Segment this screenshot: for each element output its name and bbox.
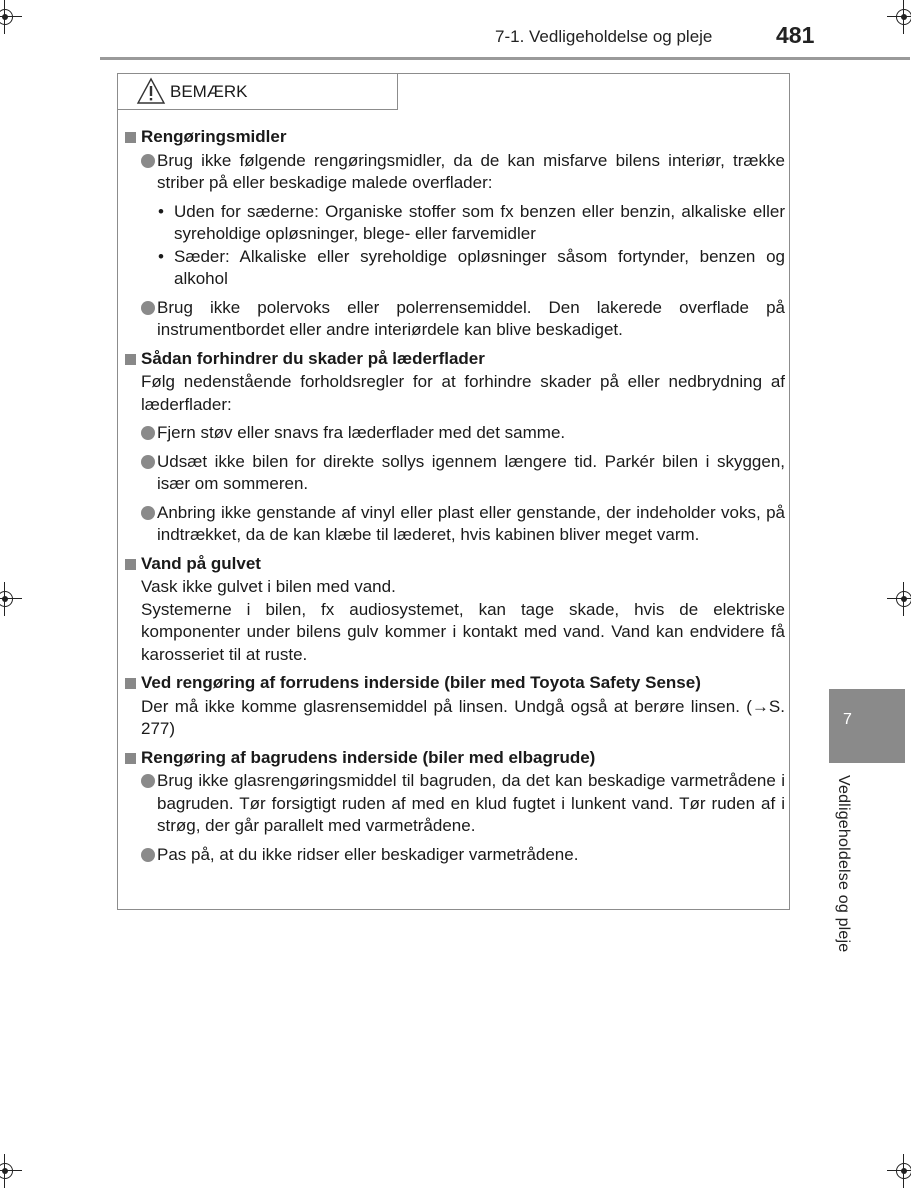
list-item: Fjern støv eller snavs fra læderflader med det samme. [125,422,785,445]
list-item: Brug ikke polervoks eller polerrensemiddel. Den lakerede overflade på instrumentbordet eller andre interiørdele kan blive beskadiget. [125,297,785,342]
notice-box [117,73,790,910]
section-title: 7-1. Vedligeholdelse og pleje [495,27,713,46]
chapter-number: 7 [843,711,852,728]
paragraph: Følg nedenstående forholdsregler for at forhindre skader på eller nedbrydning af læderflader: [141,372,785,414]
list-item: Brug ikke glasrengøringsmiddel til bagruden, da det kan beskadige varmetrådene i bagruden. Tør forsigtigt ruden af med en klud fugtet i lunkent vand. Tør ruden af i strøg, der går parallelt med varmetrådene. [125,770,785,838]
notice-title: BEMÆRK [170,82,248,101]
header-rule [100,57,910,60]
paragraph: Der må ikke komme glasrensemiddel på linsen. Undgå også at berøre linsen. (→S. 277) [141,696,785,738]
crop-mark-bottom-left [0,1160,16,1182]
notice-body [125,126,785,872]
sub-list-item: • Sæder: Alkaliske eller syreholdige opløsninger såsom fortynder, benzen og alkohol [158,246,785,288]
list-item: Pas på, at du ikke ridser eller beskadiger varmetrådene. [125,844,785,867]
crop-mark-top-right [893,6,911,28]
list-item: Anbring ikke genstande af vinyl eller plast eller genstande, der indeholder voks, på indtrækket, da de kan klæbe til læderet, hvis kabinen bliver meget varm. [125,502,785,547]
paragraph: Vask ikke gulvet i bilen med vand. [141,577,396,596]
crop-mark-bottom-right [893,1160,911,1182]
section-heading-windshield: Ved rengøring af forrudens inderside (biler med Toyota Safety Sense) [125,672,785,695]
section-heading-water-floor: Vand på gulvet [125,553,785,576]
chapter-tab [829,689,905,763]
section-heading-rear-window: Rengøring af bagrudens inderside (biler med elbagrude) [125,747,785,770]
section-heading-cleaning-agents: Rengøringsmidler [125,126,785,149]
crop-mark-mid-right [893,588,911,610]
list-item: Udsæt ikke bilen for direkte sollys igennem længere tid. Parkér bilen i skyggen, især om sommeren. [125,451,785,496]
paragraph: Systemerne i bilen, fx audiosystemet, kan tage skade, hvis de elektriske komponenter under bilens gulv kommer i kontakt med vand. Vand kan endvidere få karosseriet til at ruste. [141,599,785,664]
list-item: Brug ikke følgende rengøringsmidler, da de kan misfarve bilens interiør, trække striber på eller beskadige malede overflader: • Uden for sæderne: Organiske stoffer som fx benzen eller benzin, alkaliske eller syreholdige opløsninger, blege- eller farvemidler • Sæder: Alkaliske eller syreholdige opløsninger såsom fortynder, benzen og alkohol [125,150,785,291]
warning-triangle-icon [136,77,166,105]
section-heading-leather: Sådan forhindrer du skader på læderflader [125,348,785,371]
chapter-label: Vedligeholdelse og pleje [835,775,852,953]
sub-list-item: • Uden for sæderne: Organiske stoffer som fx benzen eller benzin, alkaliske eller syreholdige opløsninger, blege- eller farvemidler [158,201,785,243]
crop-mark-top-left [0,6,16,28]
notice-header [118,74,398,110]
page-number: 481 [776,22,815,48]
crop-mark-mid-left [0,588,16,610]
